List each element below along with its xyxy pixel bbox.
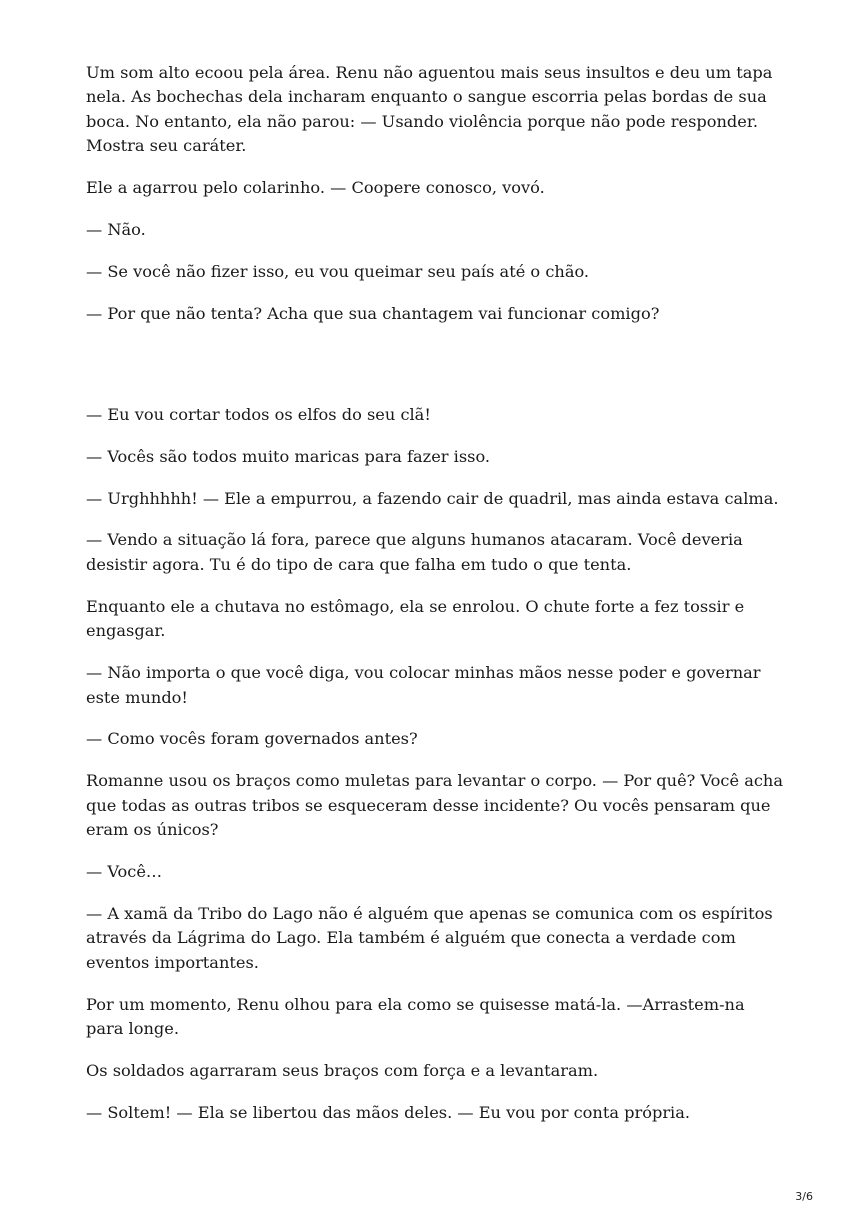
paragraph-10: Enquanto ele a chutava no estômago, ela se enrolou. O chute forte a fez tossir e engasgar.: [86, 596, 745, 641]
paragraph-5: — Por que não tenta? Acha que sua chantagem vai funcionar comigo?: [86, 303, 660, 323]
paragraph-7: — Vocês são todos muito maricas para fazer isso.: [86, 446, 491, 466]
paragraph-13: Romanne usou os braços como muletas para levantar o corpo. — Por quê? Você acha que todas as outras tribos se esqueceram desse incidente? Ou vocês pensaram que eram os únicos?: [86, 771, 784, 840]
section-gap: [86, 344, 786, 403]
paragraph-17: Os soldados agarraram seus braços com força e a levantaram.: [86, 1060, 599, 1080]
paragraph-16: Por um momento, Renu olhou para ela como se quisesse matá-la. —Arrastem-na para longe.: [86, 994, 745, 1039]
paragraph-3: — Não.: [86, 220, 146, 240]
paragraph-9: — Vendo a situação lá fora, parece que alguns humanos atacaram. Você deveria desistir agora. Tu é do tipo de cara que falha em tudo o que tenta.: [86, 530, 743, 574]
paragraph-1: Um som alto ecoou pela área. Renu não aguentou mais seus insultos e deu um tapa nela. As bochechas dela incharam enquanto o sangue escorria pelas bordas de sua boca. No entanto, ela não parou: — Usando violência porque não pode responder. Mostra seu caráter.: [86, 63, 773, 156]
paragraph-6: — Eu vou cortar todos os elfos do seu clã!: [86, 404, 431, 424]
paragraph-18: — Soltem! — Ela se libertou das mãos deles. — Eu vou por conta própria.: [86, 1102, 691, 1122]
paragraph-14: — Você…: [86, 862, 163, 882]
paragraph-2: Ele a agarrou pelo colarinho. — Coopere conosco, vovó.: [86, 178, 545, 198]
document-page: [86, 61, 786, 1143]
paragraph-12: — Como vocês foram governados antes?: [86, 729, 418, 749]
paragraph-8: — Urghhhhh! — Ele a empurrou, a fazendo cair de quadril, mas ainda estava calma.: [86, 488, 779, 508]
paragraph-4: — Se você não fizer isso, eu vou queimar seu país até o chão.: [86, 261, 590, 281]
paragraph-11: — Não importa o que você diga, vou colocar minhas mãos nesse poder e governar este mundo!: [86, 663, 761, 707]
page-number: 3/6: [795, 1190, 813, 1203]
paragraph-15: — A xamã da Tribo do Lago não é alguém que apenas se comunica com os espíritos através da Lágrima do Lago. Ela também é alguém que conecta a verdade com eventos importantes.: [86, 903, 773, 972]
